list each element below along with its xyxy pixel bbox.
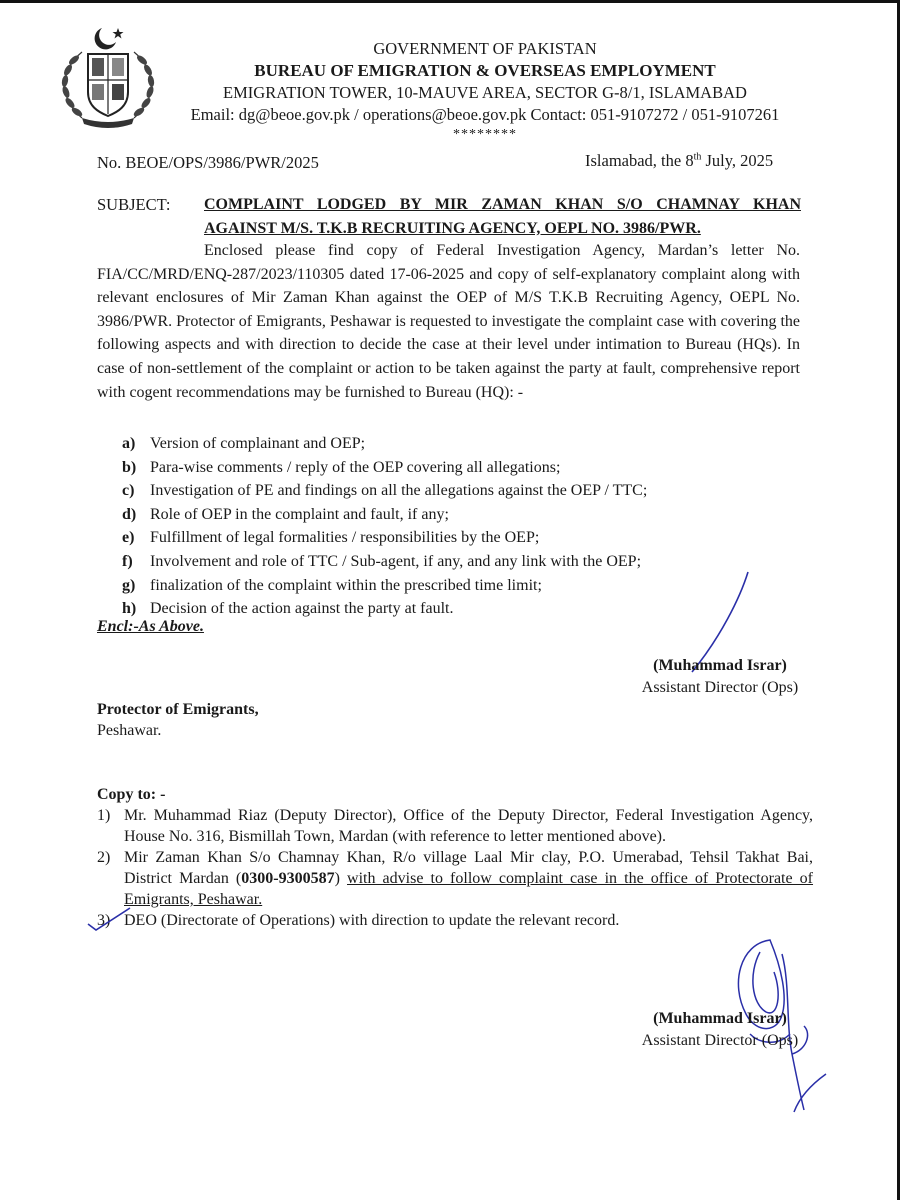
addressee [97,699,259,741]
copy-item-text: Mir Zaman Khan S/o Chamnay Khan, R/o village Laal Mir clay, P.O. Umerabad, Tehsil Takhat Bai, District Mardan ( [124,849,813,887]
enclosure-note: Encl:-As Above. [97,618,204,635]
list-marker: a) [122,435,136,452]
reference-number: No. BEOE/OPS/3986/PWR/2025 [97,153,319,172]
list-item-text: finalization of the complaint within the prescribed time limit; [150,576,542,594]
list-item [122,550,812,574]
list-item-text: Investigation of PE and findings on all the allegations against the OEP / TTC; [150,482,648,500]
copy-to-heading: Copy to: - [97,786,166,803]
letter-date [585,151,773,171]
list-item [122,479,812,503]
copy-item-text: DEO (Directorate of Operations) with direction to update the relevant record. [124,912,620,929]
addressee-city: Peshawar. [97,722,162,739]
page-edge [0,0,900,3]
list-item [122,503,812,527]
list-item-text: Version of complainant and OEP; [150,435,366,452]
letterhead-bureau: BUREAU OF EMIGRATION & OVERSEAS EMPLOYMENT [254,61,716,80]
phone-number: 0300-9300587 [241,870,335,887]
list-marker: f) [122,552,133,570]
copy-item [97,805,813,847]
list-marker: h) [122,600,137,618]
list-item [122,597,812,621]
list-marker: d) [122,505,137,523]
letterhead [160,38,810,144]
subject-line-2: AGAINST M/S. T.K.B RECRUITING AGENCY, OEPL NO. 3986/PWR. [204,220,701,237]
list-item [122,456,812,480]
date-ordinal: th [693,151,702,163]
aspects-list [122,432,812,621]
date-prefix: Islamabad, the 8 [585,151,694,170]
subject-text [204,193,801,241]
list-marker: b) [122,458,137,476]
body-paragraph: Enclosed please find copy of Federal Investigation Agency, Mardan’s letter No. FIA/CC/MRD/ENQ-287/2023/110305 dated 17-06-2025 and copy of self-explanatory complaint along with relevant enclosures of Mir Zaman Khan against the OEP of M/S T.K.B Recruiting Agency, OEPL No. 3986/PWR. Protector of Emigrants, Peshawar is requested to investigate the complaint case with covering the following aspects and with direction to decide the case at their level under intimation to Bureau (HQs). In case of non-settlement of the complaint or action to be taken against the party at fault, comprehensive report with cogent recommendations may be furnished to Bureau (HQ): - [97,242,800,401]
list-item [122,526,812,550]
list-marker: e) [122,529,135,547]
list-marker: g) [122,576,136,594]
letterhead-separator: ******** [453,127,517,142]
list-item-text: Decision of the action against the party at fault. [150,600,454,618]
letterhead-government: GOVERNMENT OF PAKISTAN [373,39,597,58]
subject-line-1: COMPLAINT LODGED BY MIR ZAMAN KHAN S/O CHAMNAY KHAN [204,196,801,213]
signatory-name: (Muhammad Israr) [653,1010,787,1027]
signatory-designation: Assistant Director (Ops) [641,679,799,696]
list-item [122,574,812,598]
copy-item-number: 3) [97,912,111,929]
signature-block [620,1008,820,1052]
copy-to-list [97,805,813,931]
copy-item-text: Mr. Muhammad Riaz (Deputy Director), Office of the Deputy Director, Federal Investigation Agency, House No. 316, Bismillah Town, Mardan (with reference to letter mentioned above). [124,807,813,845]
list-item-text: Para-wise comments / reply of the OEP covering all allegations; [150,458,561,476]
letterhead-address: EMIGRATION TOWER, 10-MAUVE AREA, SECTOR G-8/1, ISLAMABAD [223,83,747,102]
copy-item-text: ) [334,870,348,887]
state-emblem-icon [52,22,164,130]
letterhead-contact: Email: dg@beoe.gov.pk / operations@beoe.gov.pk Contact: 051-9107272 / 051-9107261 [190,105,780,124]
copy-item [97,910,813,931]
signatory-name: (Muhammad Israr) [653,657,787,674]
copy-item [97,847,813,910]
list-item-text: Involvement and role of TTC / Sub-agent, if any, and any link with the OEP; [150,552,642,570]
addressee-name: Protector of Emigrants, [97,701,259,718]
copy-item-number: 1) [97,807,111,824]
list-marker: c) [122,482,135,500]
signatory-designation: Assistant Director (Ops) [641,1032,799,1049]
list-item-text: Role of OEP in the complaint and fault, if any; [150,505,449,523]
date-suffix: July, 2025 [701,151,774,170]
signature-block [620,655,820,699]
copy-item-number: 2) [97,849,111,866]
subject-label: SUBJECT: [97,195,171,214]
list-item-text: Fulfillment of legal formalities / responsibilities by the OEP; [150,529,540,547]
list-item [122,432,812,456]
copy-item-instruction: with advise to follow complaint case in the office of Protectorate of Emigrants, Peshawar. [124,870,814,908]
